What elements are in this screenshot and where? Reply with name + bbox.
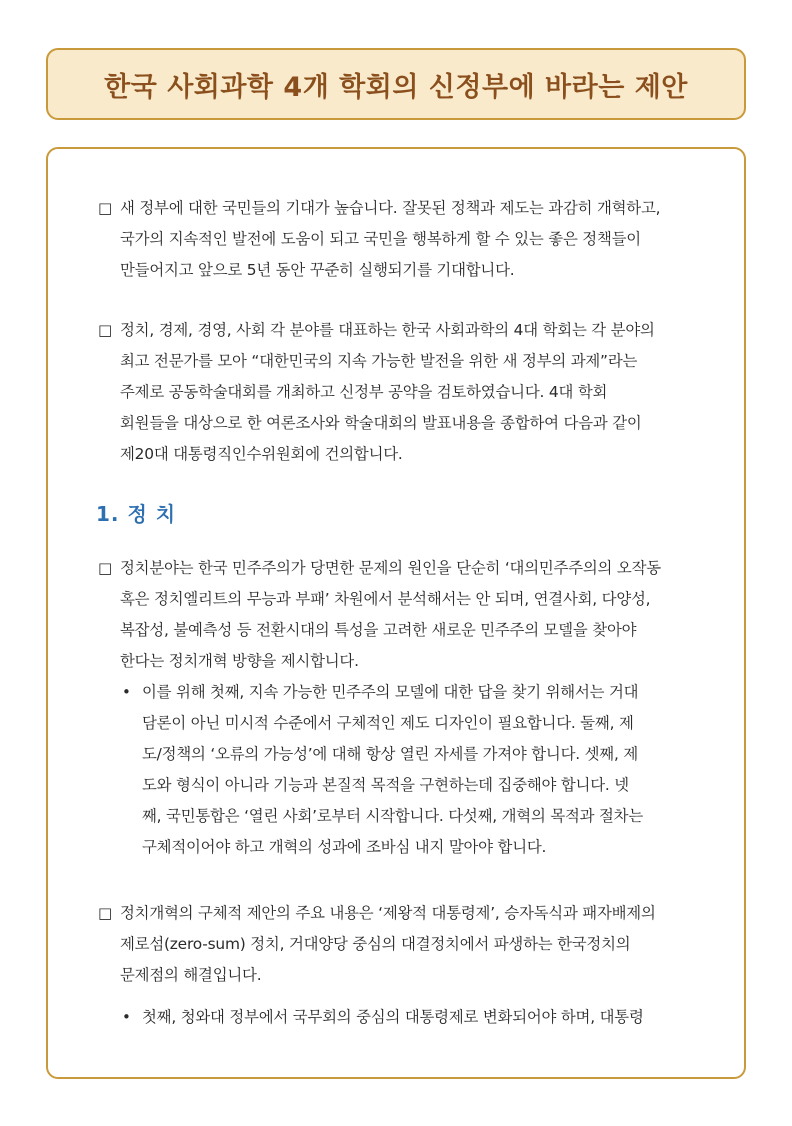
text-line: 새 정부에 대한 국민들의 기대가 높습니다. 잘못된 정책과 제도는 과감히 개혁하고, bbox=[120, 199, 661, 217]
text-line: 정치, 경제, 경영, 사회 각 분야를 대표하는 한국 사회과학의 4대 학회는 각 분야의 bbox=[120, 321, 655, 339]
text-line: 제20대 대통령직인수위원회에 건의합니다. bbox=[120, 445, 403, 463]
text-line: 최고 전문가를 모아 “대한민국의 지속 가능한 발전을 위한 새 정부의 과제”라는 bbox=[120, 352, 638, 370]
square-bullet-icon: □ bbox=[98, 321, 113, 339]
politics-bullet-1 bbox=[48, 677, 744, 863]
text-line: 만들어지고 앞으로 5년 동안 꾸준히 실행되기를 기대합니다. bbox=[120, 261, 515, 279]
intro-paragraph-1 bbox=[48, 193, 744, 286]
text-line: 째, 국민통합은 ‘열린 사회’로부터 시작합니다. 다섯째, 개혁의 목적과 절차는 bbox=[142, 807, 644, 825]
text-line: 제로섬(zero-sum) 정치, 거대양당 중심의 대결정치에서 파생하는 한국정치의 bbox=[120, 935, 631, 953]
dot-bullet-icon: • bbox=[122, 683, 131, 701]
politics-paragraph-1 bbox=[48, 553, 744, 677]
text-line: 정치분야는 한국 민주주의가 당면한 문제의 원인을 단순히 ‘대의민주주의의 오작동 bbox=[120, 559, 661, 577]
politics-paragraph-2 bbox=[48, 898, 744, 991]
politics-bullet-2 bbox=[48, 1002, 744, 1033]
text-line: 혹은 정치엘리트의 무능과 부패’ 차원에서 분석해서는 안 되며, 연결사회, 다양성, bbox=[120, 590, 651, 608]
text-line: 국가의 지속적인 발전에 도움이 되고 국민을 행복하게 할 수 있는 좋은 정책들이 bbox=[120, 230, 641, 248]
text-line: 도/정책의 ‘오류의 가능성’에 대해 항상 열린 자세를 가져야 합니다. 셋째, 제 bbox=[142, 745, 639, 763]
square-bullet-icon: □ bbox=[98, 904, 113, 922]
square-bullet-icon: □ bbox=[98, 559, 113, 577]
text-line: 정치개혁의 구체적 제안의 주요 내용은 ‘제왕적 대통령제’, 승자독식과 패자배제의 bbox=[120, 904, 656, 922]
text-line: 문제점의 해결입니다. bbox=[120, 966, 262, 984]
text-line: 한다는 정치개혁 방향을 제시합니다. bbox=[120, 652, 359, 670]
intro-paragraph-2 bbox=[48, 315, 744, 470]
text-line: 주제로 공동학술대회를 개최하고 신정부 공약을 검토하였습니다. 4대 학회 bbox=[120, 383, 608, 401]
text-line: 첫째, 청와대 정부에서 국무회의 중심의 대통령제로 변화되어야 하며, 대통령 bbox=[142, 1008, 644, 1026]
page-title: 한국 사회과학 4개 학회의 신정부에 바라는 제안 bbox=[104, 71, 688, 103]
dot-bullet-icon: • bbox=[122, 1008, 131, 1026]
title-banner bbox=[46, 48, 746, 120]
text-line: 회원들을 대상으로 한 여론조사와 학술대회의 발표내용을 종합하여 다음과 같이 bbox=[120, 414, 642, 432]
section-heading-politics: 1. 정 치 bbox=[96, 502, 177, 526]
text-line: 담론이 아닌 미시적 수준에서 구체적인 제도 디자인이 필요합니다. 둘째, 제 bbox=[142, 714, 634, 732]
content-panel bbox=[46, 147, 746, 1079]
text-line: 복잡성, 불예측성 등 전환시대의 특성을 고려한 새로운 민주주의 모델을 찾아야 bbox=[120, 621, 637, 639]
text-line: 구체적이어야 하고 개혁의 성과에 조바심 내지 말아야 합니다. bbox=[142, 838, 547, 856]
text-line: 도와 형식이 아니라 기능과 본질적 목적을 구현하는데 집중해야 합니다. 넷 bbox=[142, 776, 629, 794]
square-bullet-icon: □ bbox=[98, 199, 113, 217]
text-line: 이를 위해 첫째, 지속 가능한 민주주의 모델에 대한 답을 찾기 위해서는 거대 bbox=[142, 683, 639, 701]
